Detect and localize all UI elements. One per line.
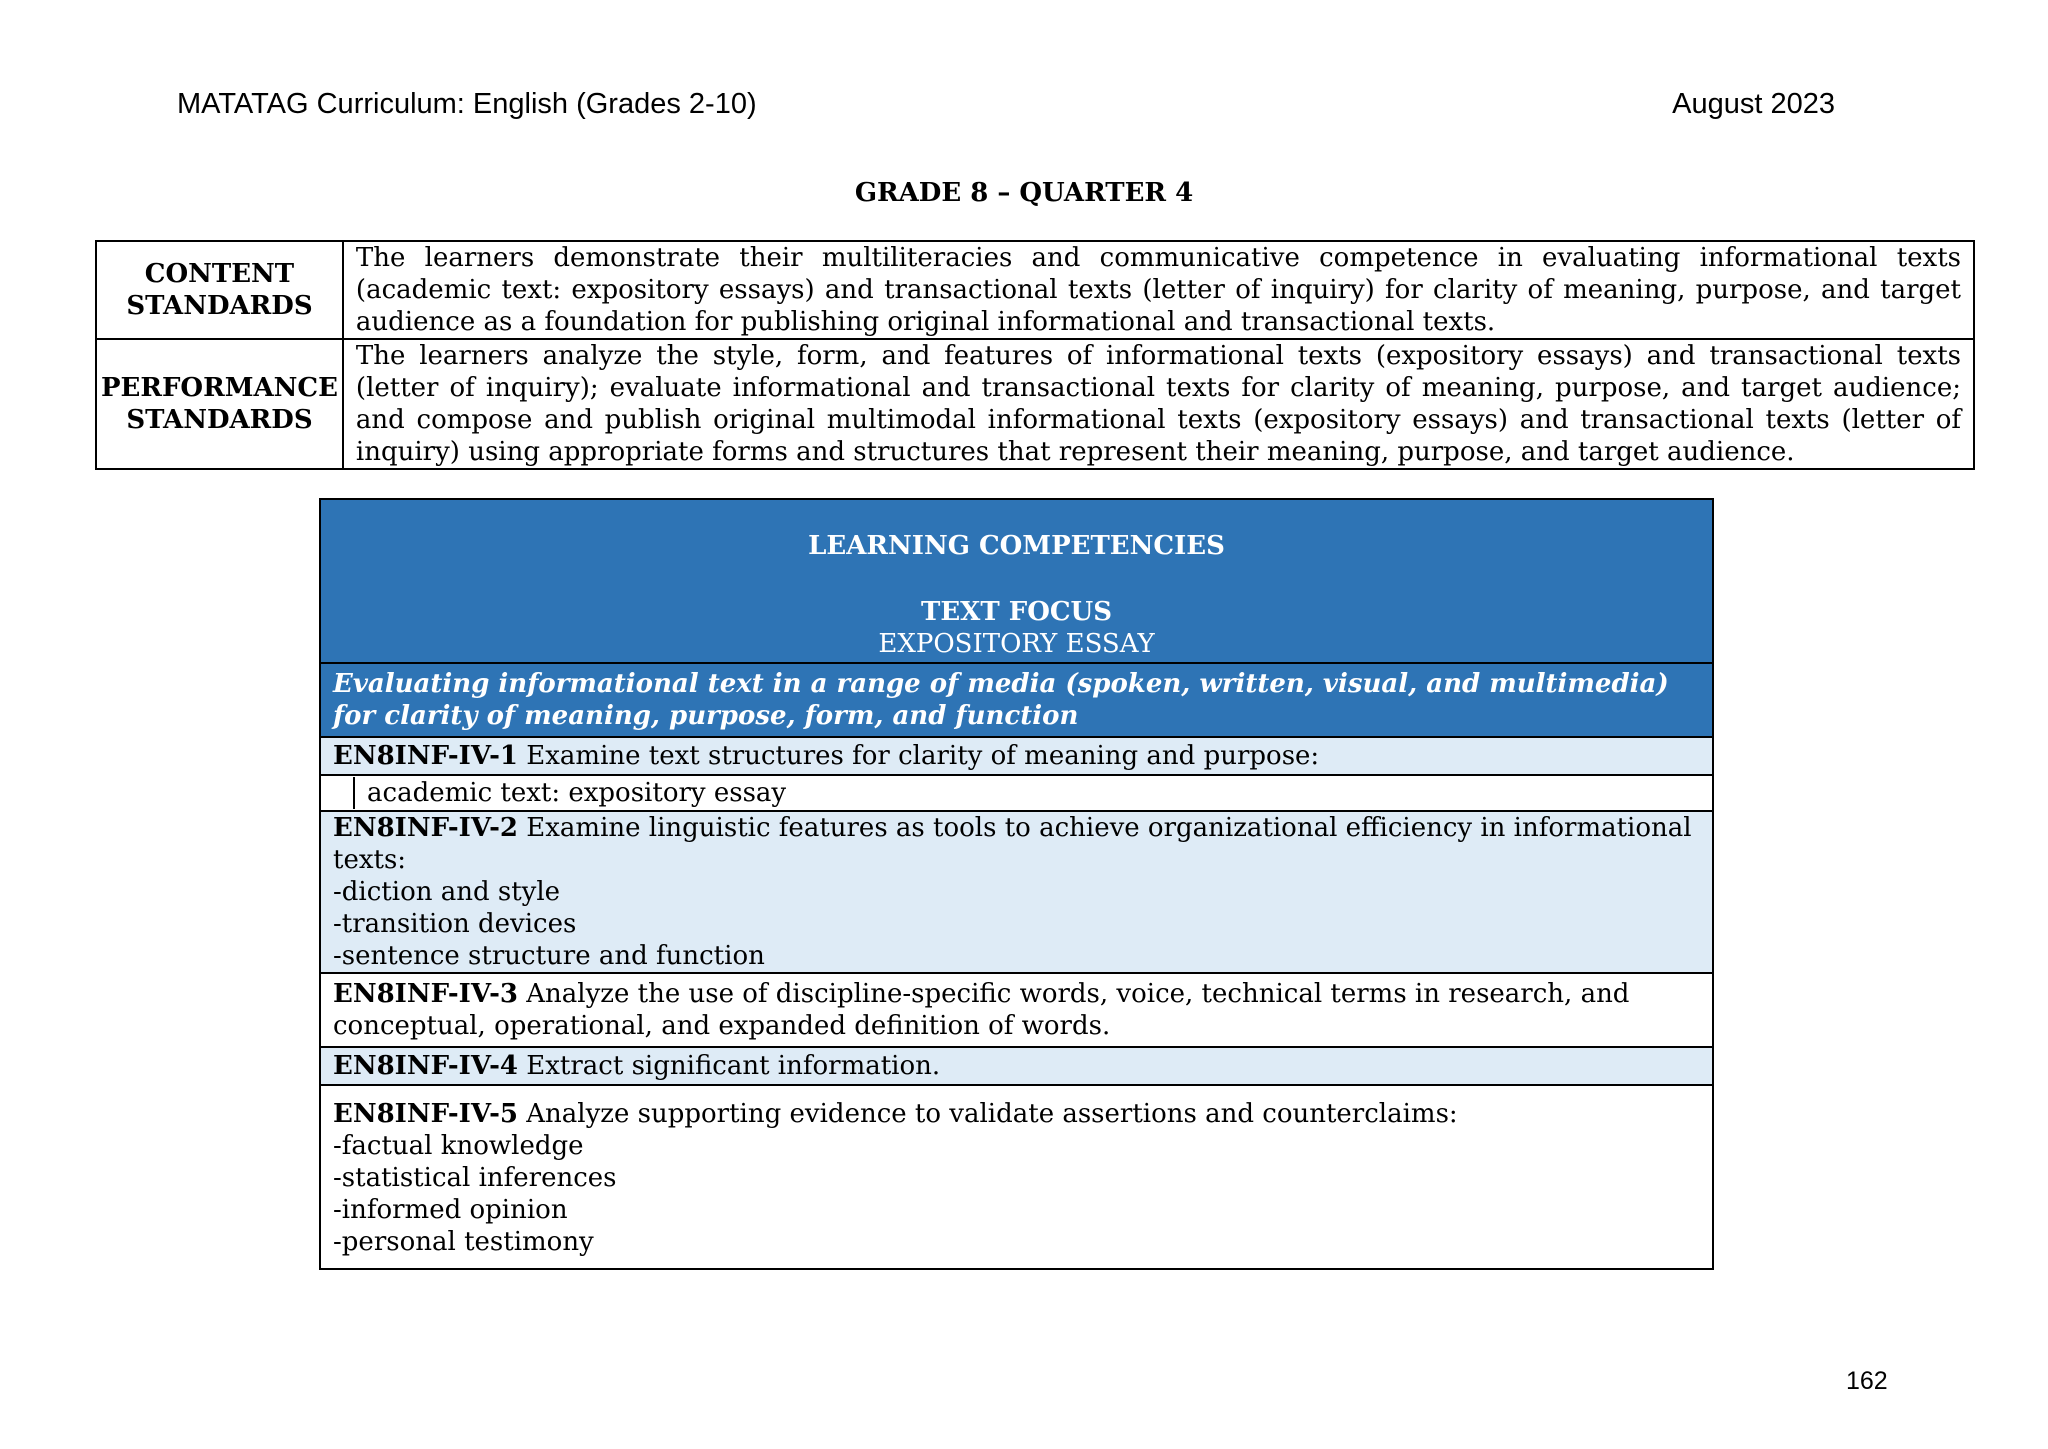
competencies-header-row <box>320 499 1713 663</box>
competency-row <box>320 737 1713 775</box>
domain-row <box>320 663 1713 737</box>
competency-cell <box>320 737 1713 775</box>
competency-code: EN8INF-IV-4 <box>333 1051 519 1081</box>
competency-subitem: -transition devices <box>333 909 577 939</box>
content-standards-label: CONTENT STANDARDS <box>96 241 343 339</box>
competency-subitem-cell <box>320 775 1713 811</box>
page-number: 162 <box>1846 1367 1888 1395</box>
standards-table <box>95 240 1975 470</box>
competency-cell <box>320 1085 1713 1269</box>
competency-row <box>320 811 1713 973</box>
competency-cell <box>320 811 1713 973</box>
competency-text: Extract significant information. <box>518 1051 941 1081</box>
competency-subitem: -statistical inferences <box>333 1163 617 1193</box>
competency-row <box>320 1047 1713 1085</box>
text-focus-value: EXPOSITORY ESSAY <box>878 629 1155 659</box>
competency-code: EN8INF-IV-5 <box>333 1099 519 1129</box>
competency-code: EN8INF-IV-2 <box>333 813 519 843</box>
subitem-indent <box>321 777 355 809</box>
competency-code: EN8INF-IV-3 <box>333 979 519 1009</box>
competency-cell <box>320 973 1713 1047</box>
competency-subitem: -diction and style <box>333 877 561 907</box>
competencies-heading: LEARNING COMPETENCIES <box>808 531 1225 561</box>
competency-code: EN8INF-IV-1 <box>333 741 519 771</box>
competency-row <box>320 1085 1713 1269</box>
competency-text: Analyze supporting evidence to validate assertions and counterclaims: <box>518 1099 1458 1129</box>
content-standards-text: The learners demonstrate their multiliteracies and communicative competence in evaluating informational texts (academic text: expository essays) and transactional texts (letter of inquiry) for clarity of meaning, purpose, and target audience as a foundation for publishing original informational and transactional texts. <box>343 241 1974 339</box>
competency-subitem: -informed opinion <box>333 1195 568 1225</box>
competency-text: Analyze the use of discipline-specific words, voice, technical terms in research, and conceptual, operational, and expanded definition of words. <box>333 979 1630 1041</box>
competencies-header <box>320 499 1713 663</box>
performance-standards-text: The learners analyze the style, form, and features of informational texts (expository essays) and transactional texts (letter of inquiry); evaluate informational and transactional texts for clarity of meaning, purpose, and target audience; and compose and publish original multimodal informational texts (expository essays) and transactional texts (letter of inquiry) using appropriate forms and structures that represent their meaning, purpose, and target audience. <box>343 339 1974 469</box>
grade-quarter-title: GRADE 8 – QUARTER 4 <box>854 178 1194 208</box>
performance-standards-label: PERFORMANCE STANDARDS <box>96 339 343 469</box>
content-standards-row <box>96 241 1974 339</box>
domain-title: Evaluating informational text in a range of media (spoken, written, visual, and multimedia) for clarity of meaning, purpose, form, and function <box>320 663 1713 737</box>
document-header-date: August 2023 <box>1672 88 1835 120</box>
competency-text: Examine linguistic features as tools to achieve organizational efficiency in informational texts: <box>333 813 1692 875</box>
competency-row <box>320 973 1713 1047</box>
competency-subitem: -personal testimony <box>333 1227 594 1257</box>
document-header-title: MATATAG Curriculum: English (Grades 2-10) <box>177 88 757 120</box>
competency-subitem: academic text: expository essay <box>367 778 787 808</box>
performance-standards-row <box>96 339 1974 469</box>
competency-cell <box>320 1047 1713 1085</box>
text-focus-label: TEXT FOCUS <box>921 597 1112 627</box>
competency-subitem: -sentence structure and function <box>333 941 765 971</box>
learning-competencies-table <box>319 498 1714 1270</box>
competency-text: Examine text structures for clarity of meaning and purpose: <box>518 741 1320 771</box>
competency-subitem-row <box>320 775 1713 811</box>
competency-subitem: -factual knowledge <box>333 1131 584 1161</box>
